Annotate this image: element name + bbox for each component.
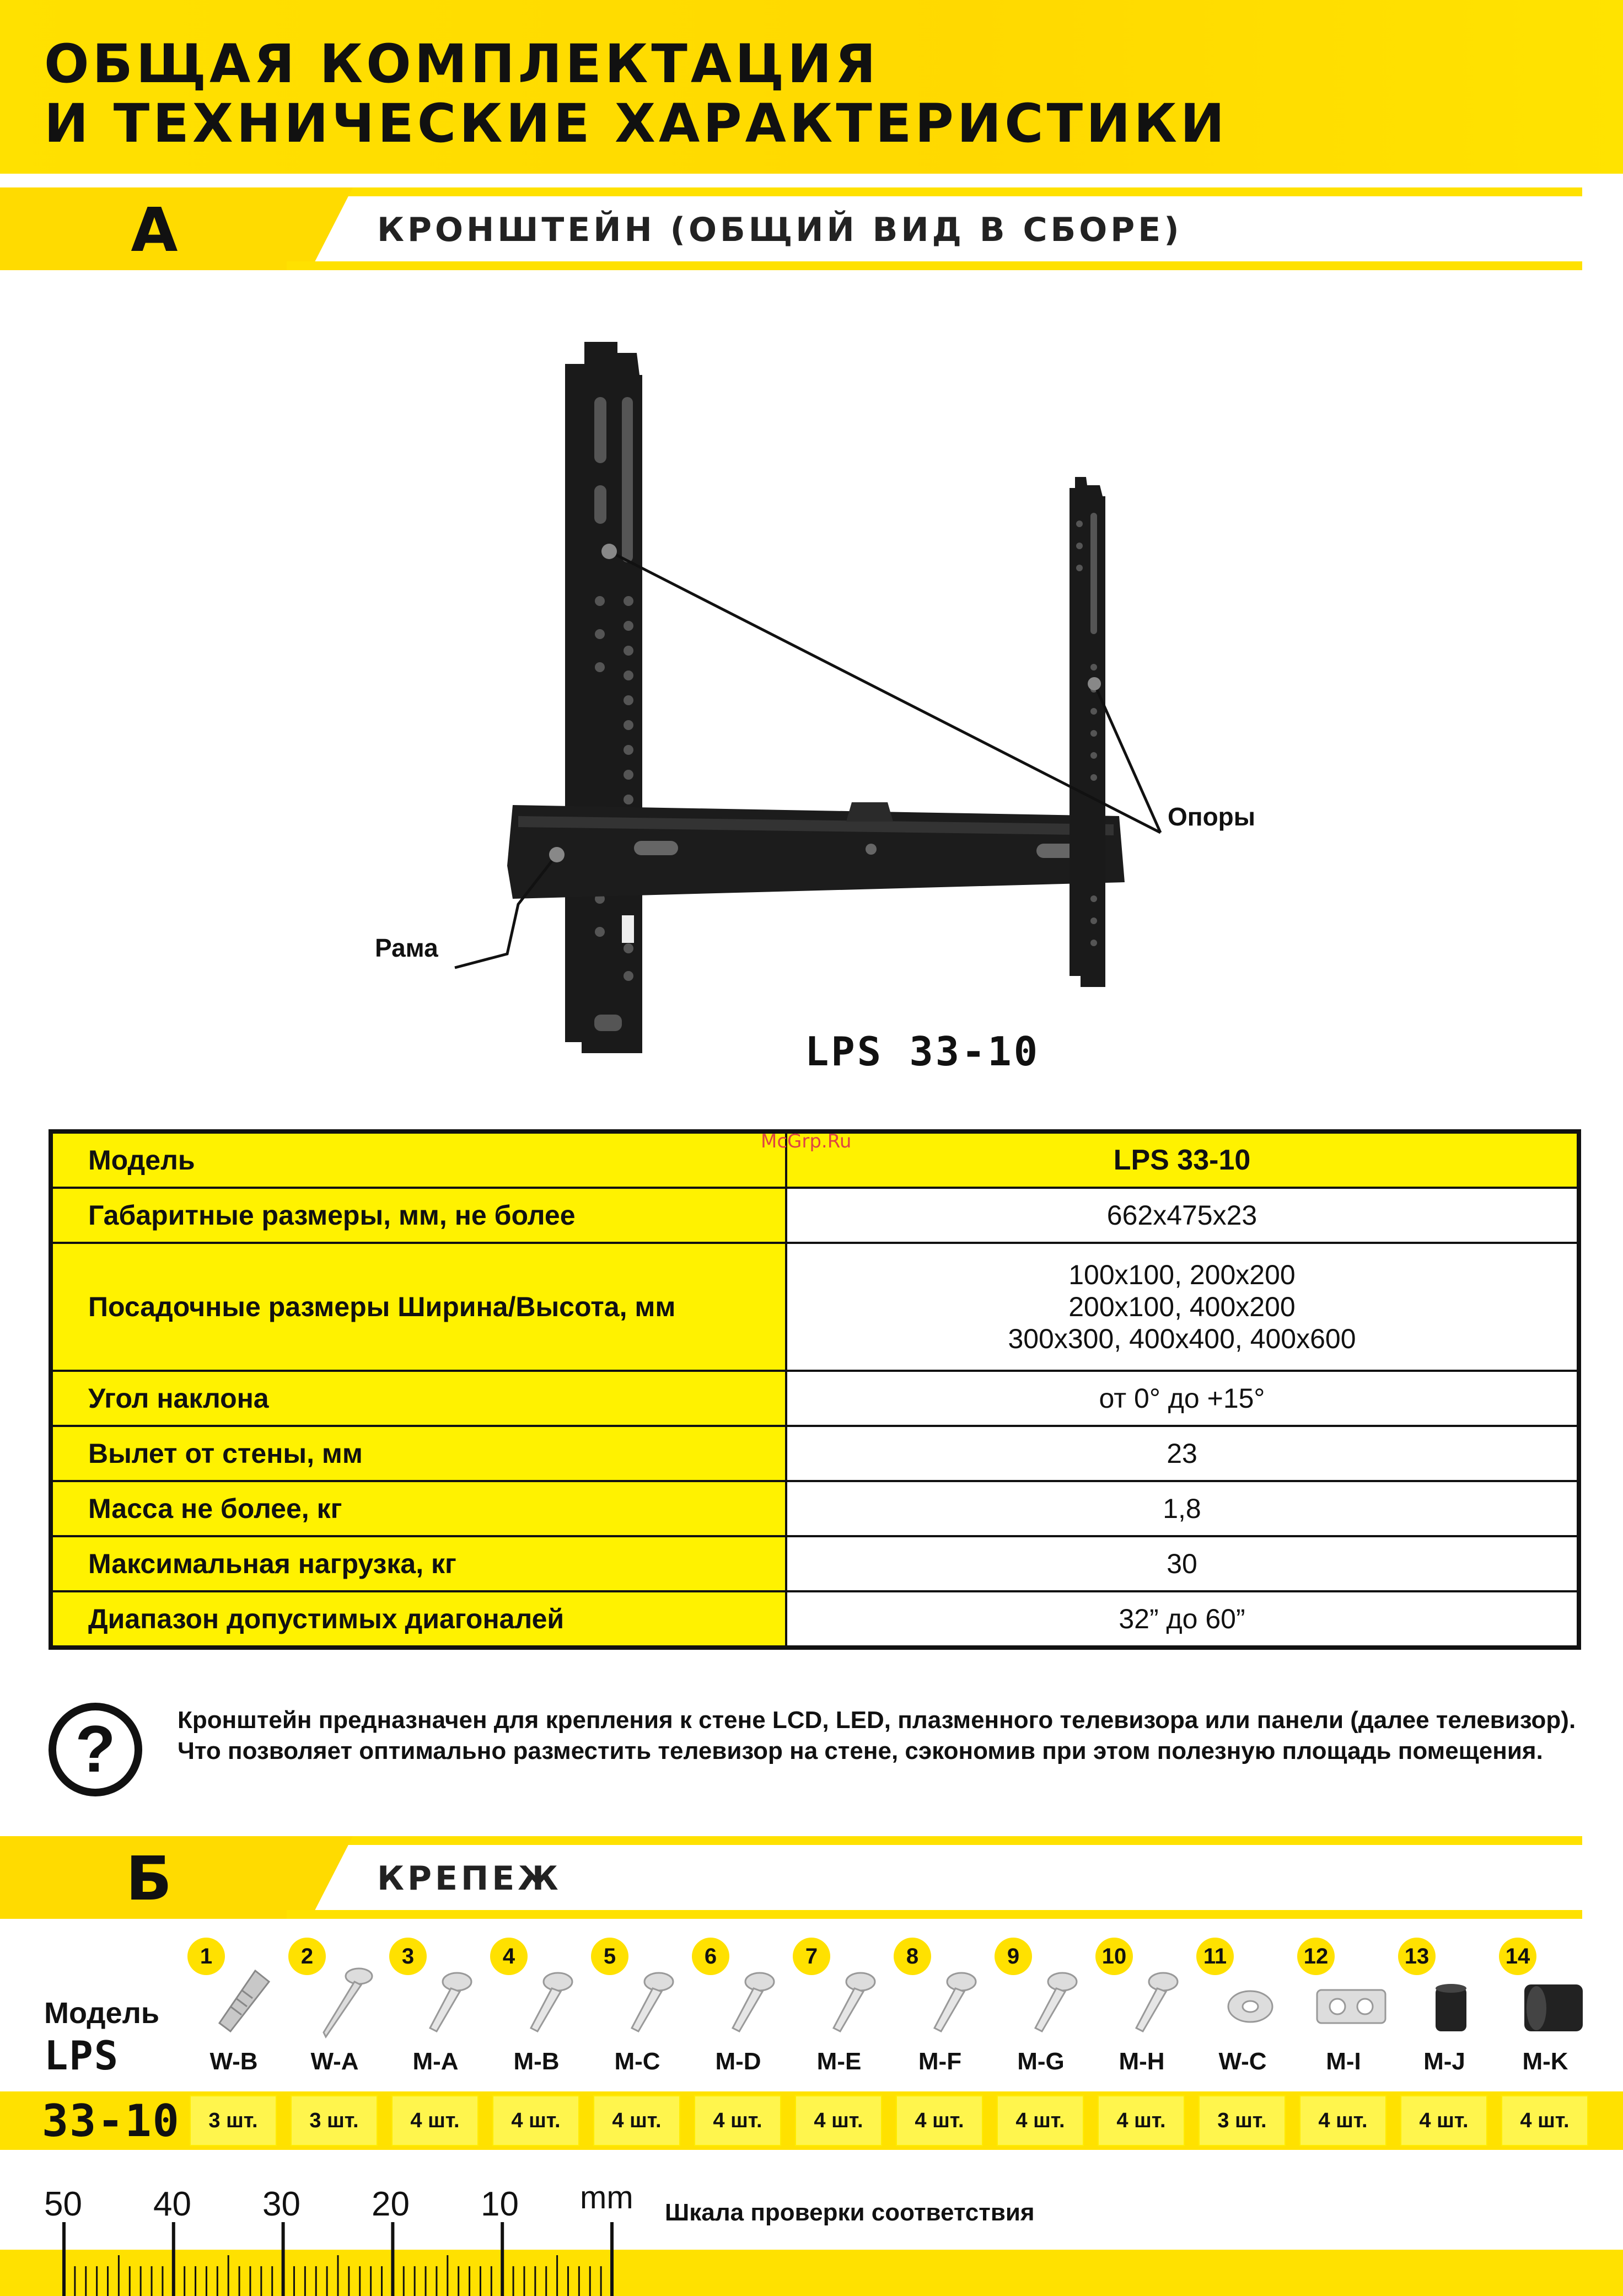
table-row bbox=[51, 1536, 1579, 1591]
callout-frame: Рама bbox=[375, 934, 438, 962]
table-row bbox=[51, 1243, 1579, 1371]
double-washer-icon bbox=[1313, 1960, 1390, 2042]
fastener-code: M-D bbox=[715, 2048, 761, 2075]
fastener-number: 2 bbox=[288, 1938, 326, 1975]
section-b-title: КРЕПЕЖ bbox=[377, 1859, 562, 1898]
info-text: Кронштейн предназначен для крепления к стене LCD, LED, плазменного телевизора или панели (далее телевизор). Что позволяет оптимально разместить телевизор на стене, сэкономив при этом полезную площадь помещения. bbox=[178, 1707, 1576, 1764]
fastener-code: M-A bbox=[412, 2048, 459, 2075]
fastener-number: 6 bbox=[692, 1938, 729, 1975]
washer-icon bbox=[1212, 1960, 1289, 2042]
fastener-qty: 3 шт. bbox=[291, 2095, 378, 2146]
fastener-code: M-K bbox=[1522, 2048, 1568, 2075]
section-b-bottom-line bbox=[287, 1910, 1582, 1919]
left-support-arm bbox=[565, 342, 642, 1053]
fastener-code: M-J bbox=[1423, 2048, 1465, 2075]
spec-value-line: 100х100, 200х200 bbox=[1068, 1259, 1296, 1290]
scale-label: 10 bbox=[481, 2185, 519, 2223]
bolt-icon bbox=[1010, 1960, 1087, 2042]
scale-title: Шкала проверки соответствия bbox=[665, 2199, 1035, 2226]
callout-supports: Опоры bbox=[1168, 802, 1256, 831]
table-row bbox=[51, 1188, 1579, 1243]
bolt-icon bbox=[405, 1960, 482, 2042]
spec-value-multiline bbox=[786, 1243, 1579, 1371]
fasteners-model-code: 33-10 bbox=[42, 2095, 180, 2147]
spec-key: Угол наклона bbox=[51, 1371, 786, 1426]
fastener-qty: 4 шт. bbox=[593, 2095, 680, 2146]
spec-table bbox=[49, 1129, 1581, 1650]
spec-key: Диапазон допустимых диагоналей bbox=[51, 1591, 786, 1648]
fastener-number: 8 bbox=[894, 1938, 931, 1975]
scale-unit: mm bbox=[580, 2180, 633, 2215]
scale-label: 50 bbox=[44, 2185, 82, 2223]
fastener-number: 4 bbox=[490, 1938, 528, 1975]
bolt-icon bbox=[1111, 1960, 1188, 2042]
page-title: ОБЩАЯ КОМПЛЕКТАЦИЯ И ТЕХНИЧЕСКИЕ ХАРАКТЕРИСТИКИ bbox=[44, 33, 1228, 154]
spec-value: 23 bbox=[786, 1426, 1579, 1481]
fastener-number: 11 bbox=[1196, 1938, 1234, 1975]
scale-label: 30 bbox=[262, 2185, 300, 2223]
spec-key: Габаритные размеры, мм, не более bbox=[51, 1188, 786, 1243]
bolt-icon bbox=[506, 1960, 583, 2042]
fastener-qty: 4 шт. bbox=[492, 2095, 579, 2146]
bolt-icon bbox=[909, 1960, 986, 2042]
fastener-qty: 4 шт. bbox=[1299, 2095, 1386, 2146]
section-a-bottom-line bbox=[287, 261, 1582, 270]
scale-label: 20 bbox=[372, 2185, 410, 2223]
spec-key: Модель bbox=[51, 1131, 786, 1188]
frame-point bbox=[549, 847, 565, 862]
spec-value-line: 200х100, 400х200 bbox=[1068, 1291, 1296, 1322]
question-icon: ? bbox=[49, 1703, 142, 1796]
spec-key: Посадочные размеры Ширина/Высота, мм bbox=[51, 1243, 786, 1371]
fastener-number: 7 bbox=[793, 1938, 830, 1975]
fastener-number: 13 bbox=[1398, 1938, 1436, 1975]
spec-value-line: 300х300, 400х400, 400х600 bbox=[1008, 1323, 1356, 1354]
diagram-model-label: LPS 33-10 bbox=[805, 1028, 1040, 1075]
fastener-number: 1 bbox=[187, 1938, 225, 1975]
spacer-short-icon bbox=[1414, 1960, 1491, 2042]
bolt-icon bbox=[606, 1960, 684, 2042]
table-row bbox=[51, 1481, 1579, 1536]
spec-key: Масса не более, кг bbox=[51, 1481, 786, 1536]
spec-value: 1,8 bbox=[786, 1481, 1579, 1536]
spec-value: LPS 33-10 bbox=[786, 1131, 1579, 1188]
fastener-qty: 4 шт. bbox=[997, 2095, 1084, 2146]
spec-value: 30 bbox=[786, 1536, 1579, 1591]
fastener-number: 14 bbox=[1499, 1938, 1536, 1975]
bolt-icon bbox=[707, 1960, 784, 2042]
fastener-code: M-B bbox=[513, 2048, 560, 2075]
fastener-code: M-H bbox=[1119, 2048, 1165, 2075]
fastener-code: W-C bbox=[1218, 2048, 1267, 2075]
table-row bbox=[51, 1426, 1579, 1481]
fastener-code: M-G bbox=[1017, 2048, 1065, 2075]
spec-value: 32” до 60” bbox=[786, 1591, 1579, 1648]
watermark: McGrp.Ru bbox=[761, 1130, 852, 1152]
fastener-qty: 3 шт. bbox=[1199, 2095, 1286, 2146]
scale-label: 40 bbox=[153, 2185, 191, 2223]
support-point-left bbox=[601, 544, 617, 559]
section-a-title: КРОНШТЕЙН (ОБЩИЙ ВИД В СБОРЕ) bbox=[377, 211, 1183, 249]
dowel-icon bbox=[203, 1960, 280, 2042]
table-row bbox=[51, 1371, 1579, 1426]
bolt-icon bbox=[808, 1960, 885, 2042]
fastener-qty: 4 шт. bbox=[896, 2095, 983, 2146]
fasteners-model-label: Модель bbox=[44, 1997, 160, 2030]
fastener-code: M-C bbox=[614, 2048, 660, 2075]
fastener-number: 3 bbox=[389, 1938, 427, 1975]
support-point-right bbox=[1088, 677, 1101, 690]
spec-value: от 0° до +15° bbox=[786, 1371, 1579, 1426]
fastener-code: W-A bbox=[310, 2048, 359, 2075]
wood-screw-icon bbox=[304, 1960, 381, 2042]
spacer-long-icon bbox=[1514, 1960, 1592, 2042]
section-b-letter: Б bbox=[126, 1843, 172, 1914]
fastener-code: M-F bbox=[918, 2048, 962, 2075]
fastener-code: M-I bbox=[1326, 2048, 1361, 2075]
fastener-qty: 4 шт. bbox=[1400, 2095, 1487, 2146]
right-support-arm bbox=[1070, 477, 1105, 987]
measurement-ruler bbox=[0, 2222, 623, 2296]
table-row bbox=[51, 1591, 1579, 1648]
section-a-letter: А bbox=[131, 195, 178, 265]
fastener-qty: 4 шт. bbox=[1098, 2095, 1185, 2146]
fastener-qty: 4 шт. bbox=[694, 2095, 781, 2146]
fasteners-model-lps: LPS bbox=[44, 2032, 120, 2079]
fastener-qty: 3 шт. bbox=[190, 2095, 277, 2146]
fastener-code: M-E bbox=[816, 2048, 862, 2075]
fastener-number: 10 bbox=[1095, 1938, 1133, 1975]
spec-value: 662х475х23 bbox=[786, 1188, 1579, 1243]
fastener-number: 5 bbox=[591, 1938, 628, 1975]
fastener-qty: 4 шт. bbox=[1501, 2095, 1588, 2146]
spec-key: Вылет от стены, мм bbox=[51, 1426, 786, 1481]
callout-lines bbox=[455, 551, 1160, 968]
fastener-number: 12 bbox=[1297, 1938, 1335, 1975]
bracket-diagram bbox=[331, 325, 1290, 1097]
fastener-qty: 4 шт. bbox=[391, 2095, 479, 2146]
frame-rail bbox=[507, 802, 1125, 899]
fastener-qty: 4 шт. bbox=[795, 2095, 882, 2146]
fastener-code: W-B bbox=[209, 2048, 258, 2075]
fastener-number: 9 bbox=[995, 1938, 1032, 1975]
spec-key: Максимальная нагрузка, кг bbox=[51, 1536, 786, 1591]
